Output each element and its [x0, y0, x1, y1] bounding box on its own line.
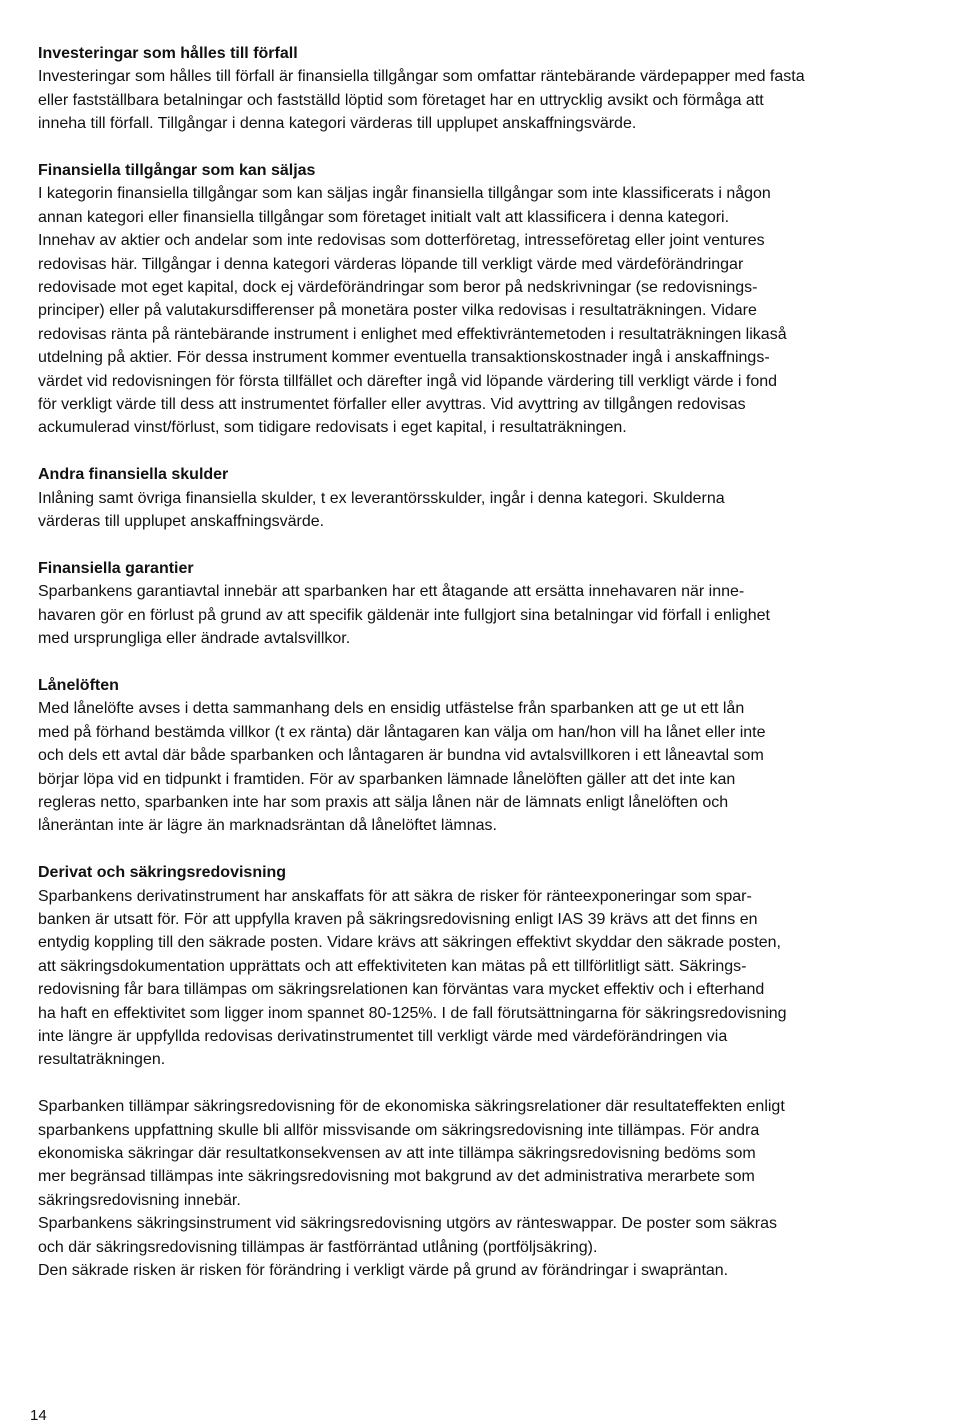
section-paragraph	[38, 487, 928, 534]
text-line: Sparbankens säkringsinstrument vid säkringsredovisning utgörs av ränteswappar. De poster som säkras	[38, 1215, 778, 1233]
text-line: redovisas ränta på räntebärande instrument i enlighet med effektivräntemetoden i resultaträkningen likaså	[38, 325, 787, 343]
section-sakringsredovisning-tillampning	[38, 1095, 928, 1282]
text-line: redovisning får bara tillämpas om säkringsrelationen kan förväntas vara mycket effektiv och i efterhand	[38, 981, 765, 999]
section-finansiella-tillgangar-som-kan-saljas	[38, 159, 928, 440]
section-investeringar-till-forfall	[38, 42, 928, 136]
section-paragraph	[38, 885, 928, 1072]
section-finansiella-garantier	[38, 557, 928, 651]
text-line: ha haft en effektivitet som ligger inom spannet 80-125%. I de fall förutsättningarna för säkringsredovisning	[38, 1004, 787, 1022]
section-paragraph	[38, 65, 928, 135]
text-line: sparbankens uppfattning skulle bli allför missvisande om säkringsredovisning inte tillämpas. För andra	[38, 1121, 760, 1139]
document-body	[38, 42, 928, 1282]
text-line: entydig koppling till den säkrade posten. Vidare krävs att säkringen effektivt skyddar den säkrade posten,	[38, 934, 781, 952]
section-paragraph	[38, 580, 928, 650]
text-line: med ursprungliga eller ändrade avtalsvillkor.	[38, 630, 351, 648]
text-line: Innehav av aktier och andelar som inte redovisas som dotterföretag, intresseföretag eller joint ventures	[38, 232, 765, 250]
text-line: resultaträkningen.	[38, 1051, 166, 1069]
text-line: låneräntan inte är lägre än marknadsräntan då lånelöftet lämnas.	[38, 817, 497, 835]
text-line: Sparbankens derivatinstrument har anskaffats för att säkra de risker för ränteexponeringar som spar-	[38, 887, 752, 905]
section-paragraph	[38, 182, 928, 439]
text-line: Med lånelöfte avses i detta sammanhang dels en ensidig utfästelse från sparbanken att ge ut ett lån	[38, 700, 745, 718]
text-line: Sparbankens garantiavtal innebär att sparbanken har ett åtagande att ersätta innehavaren när inne-	[38, 583, 745, 601]
section-heading: Finansiella tillgångar som kan säljas	[38, 162, 316, 180]
section-paragraph	[38, 1095, 928, 1282]
text-line: inneha till förfall. Tillgångar i denna kategori värderas till upplupet anskaffningsvärde.	[38, 115, 637, 133]
text-line: att säkringsdokumentation upprättats och att effektiviteten kan mätas på ett tillförlitligt sätt. Säkrings-	[38, 957, 747, 975]
text-line: för verkligt värde till dess att instrumentet förfaller eller avyttras. Vid avyttring av tillgången redovisas	[38, 396, 746, 414]
text-line: principer) eller på valutakursdifferenser på monetära poster vilka redovisas i resultaträkningen. Vidare	[38, 302, 757, 320]
text-line: värderas till upplupet anskaffningsvärde.	[38, 513, 325, 531]
section-heading: Finansiella garantier	[38, 559, 194, 577]
text-line: redovisade mot eget kapital, dock ej värdeförändringar som beror på nedskrivningar (se redovisnings-	[38, 279, 758, 297]
text-line: I kategorin finansiella tillgångar som kan säljas ingår finansiella tillgångar som inte klassificerats i någon	[38, 185, 771, 203]
text-line: regleras netto, sparbanken inte har som praxis att sälja lånen när de lämnats enligt lånelöften och	[38, 793, 729, 811]
text-line: inte längre är uppfyllda redovisas derivatinstrumentet till verkligt värde med värdeförändringen via	[38, 1027, 728, 1045]
text-line: Investeringar som hålles till förfall är finansiella tillgångar som omfattar räntebärande värdepapper med fasta	[38, 68, 805, 86]
text-line: annan kategori eller finansiella tillgångar som företaget initialt valt att klassificera i denna kategori.	[38, 208, 730, 226]
section-heading: Lånelöften	[38, 676, 119, 694]
text-line: redovisas här. Tillgångar i denna kategori värderas löpande till verkligt värde med värdeförändringar	[38, 255, 744, 273]
section-paragraph	[38, 697, 928, 837]
text-line: värdet vid redovisningen för första tillfället och därefter ingå vid löpande värdering till verkligt värde i fond	[38, 372, 778, 390]
text-line: Den säkrade risken är risken för förändring i verkligt värde på grund av förändringar i swapräntan.	[38, 1262, 729, 1280]
text-line: havaren gör en förlust på grund av att specifik gäldenär inte fullgjort sina betalningar vid förfall i enlighet	[38, 606, 770, 624]
section-heading: Investeringar som hålles till förfall	[38, 45, 298, 62]
text-line: och dels ett avtal där både sparbanken och låntagaren är bundna vid avtalsvillkoren i ett låneavtal som	[38, 747, 764, 765]
section-heading: Andra finansiella skulder	[38, 466, 229, 484]
text-line: Inlåning samt övriga finansiella skulder, t ex leverantörsskulder, ingår i denna kategori. Skulderna	[38, 489, 725, 507]
text-line: säkringsredovisning innebär.	[38, 1191, 241, 1209]
text-line: Sparbanken tillämpar säkringsredovisning för de ekonomiska säkringsrelationer där resultateffekten enligt	[38, 1098, 785, 1116]
text-line: eller fastställbara betalningar och fastställd löptid som företaget har en uttrycklig avsikt och förmåga att	[38, 91, 764, 109]
section-laneloften	[38, 674, 928, 838]
text-line: banken är utsatt för. För att uppfylla kraven på säkringsredovisning enligt IAS 39 krävs att det finns en	[38, 910, 758, 928]
text-line: ackumulerad vinst/förlust, som tidigare redovisats i eget kapital, i resultaträkningen.	[38, 419, 627, 437]
text-line: börjar löpa vid en tidpunkt i framtiden. För av sparbanken lämnade lånelöften gäller att det inte kan	[38, 770, 736, 788]
page-number: 14	[30, 1407, 47, 1424]
text-line: mer begränsad tillämpas inte säkringsredovisning mot bakgrund av det administrativa merarbete som	[38, 1168, 755, 1186]
section-heading: Derivat och säkringsredovisning	[38, 864, 287, 882]
section-derivat-och-sakringsredovisning	[38, 861, 928, 1072]
text-line: med på förhand bestämda villkor (t ex ränta) där låntagaren kan välja om han/hon vill ha lånet eller inte	[38, 723, 766, 741]
section-andra-finansiella-skulder	[38, 463, 928, 533]
text-line: utdelning på aktier. För dessa instrument kommer eventuella transaktionskostnader ingå i anskaffnings-	[38, 349, 770, 367]
text-line: ekonomiska säkringar där resultatkonsekvensen av att inte tillämpa säkringsredovisning bedöms som	[38, 1145, 756, 1162]
text-line: och där säkringsredovisning tillämpas är fastförräntad utlåning (portföljsäkring).	[38, 1238, 598, 1256]
